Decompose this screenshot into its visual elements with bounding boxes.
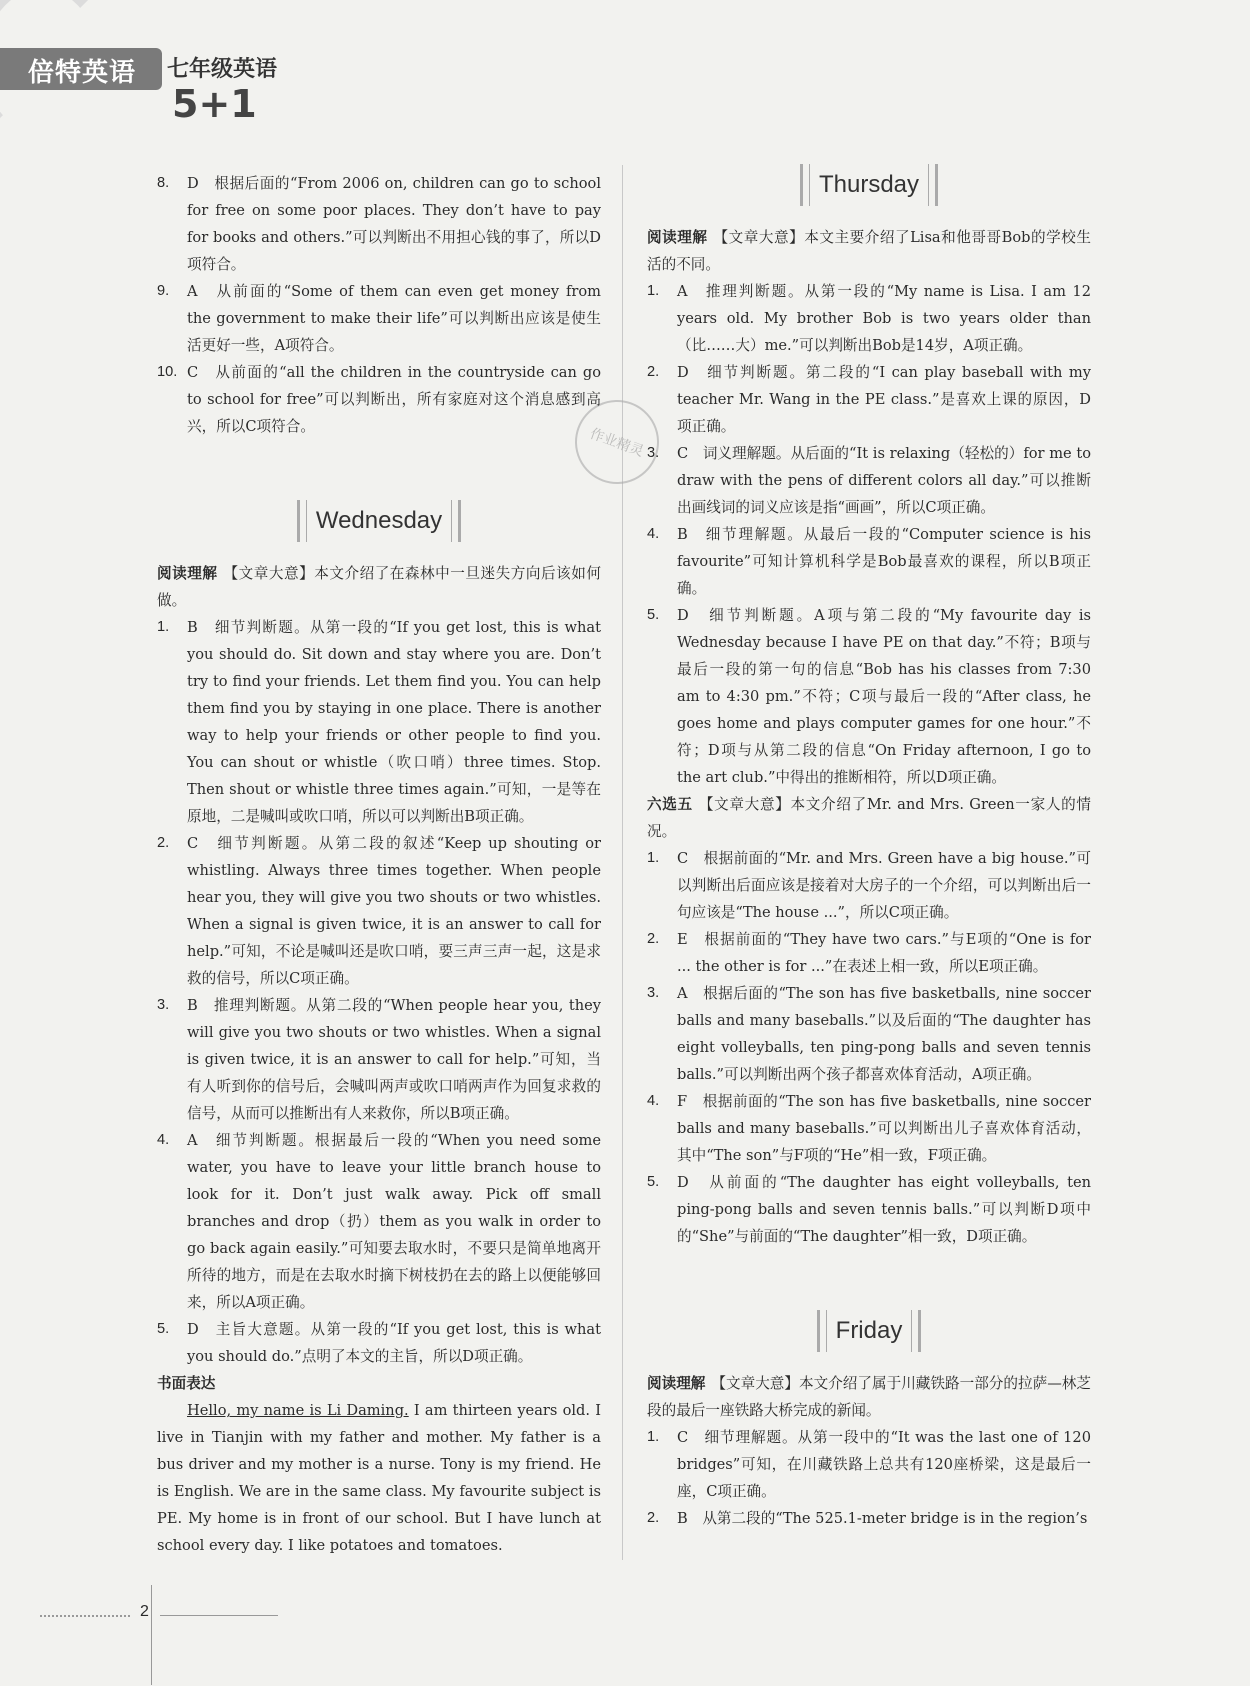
answer-item: 4. F 根据前面的“The son has five basketballs, nine soccer balls and many baseballs.”可以判断出儿子喜欢体育活动，其中“The son”与F项的“He”相一致，F项正确。 bbox=[647, 1093, 1091, 1164]
sample-essay: Hello, my name is Li Daming. I am thirteen years old. I live in Tianjin with my father and mother. My father is a bus driver and my mother is a nurse. Tony is my friend. He is English. We are in the same class. My favourite subject is PE. My home is in front of our school. But I have lunch at school every day. I like potatoes and tomatoes. bbox=[157, 1402, 602, 1554]
answer-item: 1. B 细节判断题。从第一段的“If you get lost, this is what you should do. Sit down and stay where you are. Don’t try to find your friends. Let them find you. You can help them find you by staying in one place. There is another way to help your friends or other people to find you. You can shout or whistle（吹口哨）three times. Stop. Then shout or whistle three times again.”可知，一是等在原地，二是喊叫或吹口哨，所以可以判断出B项正确。 bbox=[157, 619, 601, 825]
answer-item: 5. D 从前面的“The daughter has eight volleyballs, ten ping-pong balls and seven tennis balls.”可以判断D项中的“She”与前面的“The daughter”相一致，D项正确。 bbox=[647, 1174, 1091, 1245]
answer-item: 2. D 细节判断题。第二段的“I can play baseball with my teacher Mr. Wang in the PE class.”是喜欢上课的原因，D项正确。 bbox=[647, 364, 1091, 435]
answer-item: 2. B 从第二段的“The 525.1-meter bridge is in the region’s bbox=[647, 1510, 1088, 1527]
answer-item: 10. C 从前面的“all the children in the countryside can go to school for free”可以判断出，所有家庭对这个消息感到高兴，所以C项符合。 bbox=[157, 364, 601, 435]
answer-item: 1. C 细节理解题。从第一段中的“It was the last one of 120 bridges”可知，在川藏铁路上总共有120座桥梁，这是最后一座，C项正确。 bbox=[647, 1429, 1091, 1500]
wednesday-heading: Wednesday bbox=[297, 500, 461, 542]
answer-item: 1. C 根据前面的“Mr. and Mrs. Green have a big house.”可以判断出后面应该是接着对大房子的一个介绍，可以判断出后一句应该是“The house ...”，所以C项正确。 bbox=[647, 850, 1091, 921]
page-number: 2 bbox=[140, 1603, 149, 1620]
answer-item: 8. D 根据后面的“From 2006 on, children can go to school for free on some poor places. They don’t have to pay for books and others.”可以判断出不用担心钱的事了，所以D项符合。 bbox=[157, 175, 601, 273]
answer-item: 4. A 细节判断题。根据最后一段的“When you need some water, you have to leave your little branch house to look for it. Don’t just walk away. Pick off small branches and drop（扔）them as you walk in order to go back again easily.”可知要去取水时，不要只是简单地离开所待的地方，而是在去取水时摘下树枝扔在去的路上以便能够回来，所以A项正确。 bbox=[157, 1132, 601, 1311]
column-divider bbox=[622, 165, 623, 1560]
watermark-stamp: 作业精灵 bbox=[563, 388, 671, 496]
answer-item: 9. A 从前面的“Some of them can even get money from the government to make their life”可以判断出应该是使生活更好一些，A项符合。 bbox=[157, 283, 601, 354]
friday-heading-wrap bbox=[647, 1310, 1091, 1352]
brand-name: 倍特英语 bbox=[28, 58, 137, 88]
answer-item: 2. E 根据前面的“They have two cars.”与E项的“One is for ... the other is for ...”在表述上相一致，所以E项正确。 bbox=[647, 931, 1091, 975]
answer-item: 5. D 主旨大意题。从第一段的“If you get lost, this is what you should do.”点明了本文的主旨，所以D项正确。 bbox=[157, 1321, 601, 1365]
right-column bbox=[647, 171, 1091, 1532]
answer-item: 2. C 细节判断题。从第二段的叙述“Keep up shouting or whistling. Always three times together. When people hear you, they will give you two shouts or two whistles. When a signal is given twice, it is an answer to call for help.”可知，不论是喊叫还是吹口哨，要三声三声一起，这是求救的信号，所以C项正确。 bbox=[157, 835, 601, 987]
grade-title: 七年级英语 bbox=[167, 57, 278, 82]
answer-item: 3. A 根据后面的“The son has five basketballs, nine soccer balls and many baseballs.”以及后面的“The daughter has eight volleyballs, ten ping-pong balls and seven tennis balls.”可以判断出两个孩子都喜欢体育活动，A项正确。 bbox=[647, 985, 1091, 1083]
writing-heading: 书面表达 bbox=[157, 1375, 216, 1392]
answer-item: 4. B 细节理解题。从最后一段的“Computer science is his favourite”可知计算机科学是Bob最喜欢的课程，所以B项正确。 bbox=[647, 526, 1091, 597]
series-title: 5+1 bbox=[172, 82, 257, 126]
left-column bbox=[157, 170, 601, 1559]
footer-dotted-line bbox=[40, 1615, 130, 1617]
answer-item: 5. D 细节判断题。A项与第二段的“My favourite day is Wednesday because I have PE on that day.”不符；B项与最后一段的第一句的信息“Bob has his classes from 7:30 am to 4:30 pm.”不符；C项与最后一段的“After class, he goes home and plays computer games for one hour.”不符；D项与从第二段的信息“On Friday afternoon, I go to the art club.”中得出的推断相符，所以D项正确。 bbox=[647, 607, 1091, 786]
reading-intro: 阅读理解 【文章大意】本文主要介绍了Lisa和他哥哥Bob的学校生活的不同。 bbox=[647, 229, 1091, 273]
wednesday-heading-wrap bbox=[157, 500, 601, 542]
reading-intro: 阅读理解 【文章大意】本文介绍了属于川藏铁路一部分的拉萨—林芝段的最后一座铁路大桥完成的新闻。 bbox=[647, 1375, 1091, 1419]
answer-item: 1. A 推理判断题。从第一段的“My name is Lisa. I am 12 years old. My brother Bob is two years older than（比……大）me.”可以判断出Bob是14岁，A项正确。 bbox=[647, 283, 1091, 354]
answer-item: 3. C 词义理解题。从后面的“It is relaxing（轻松的）for me to draw with the pens of different colors all day.”可以推断出画线词的词义应该是指“画画”，所以C项正确。 bbox=[647, 445, 1091, 516]
thursday-heading-wrap bbox=[647, 164, 1091, 206]
answer-item: 3. B 推理判断题。从第二段的“When people hear you, they will give you two shouts or two whistles. When a signal is given twice, it is an answer to call for help.”可知，当有人听到你的信号后，会喊叫两声或吹口哨两声作为回复求救的信号，从而可以推断出有人来救你，所以B项正确。 bbox=[157, 997, 601, 1122]
friday-heading: Friday bbox=[817, 1310, 922, 1352]
thursday-heading: Thursday bbox=[800, 164, 938, 206]
six-choose-five-intro: 六选五 【文章大意】本文介绍了Mr. and Mrs. Green一家人的情况。 bbox=[647, 796, 1091, 840]
footer-line bbox=[160, 1615, 278, 1616]
reading-intro: 阅读理解 【文章大意】本文介绍了在森林中一旦迷失方向后该如何做。 bbox=[157, 565, 601, 609]
footer-vertical-line bbox=[151, 1585, 152, 1685]
